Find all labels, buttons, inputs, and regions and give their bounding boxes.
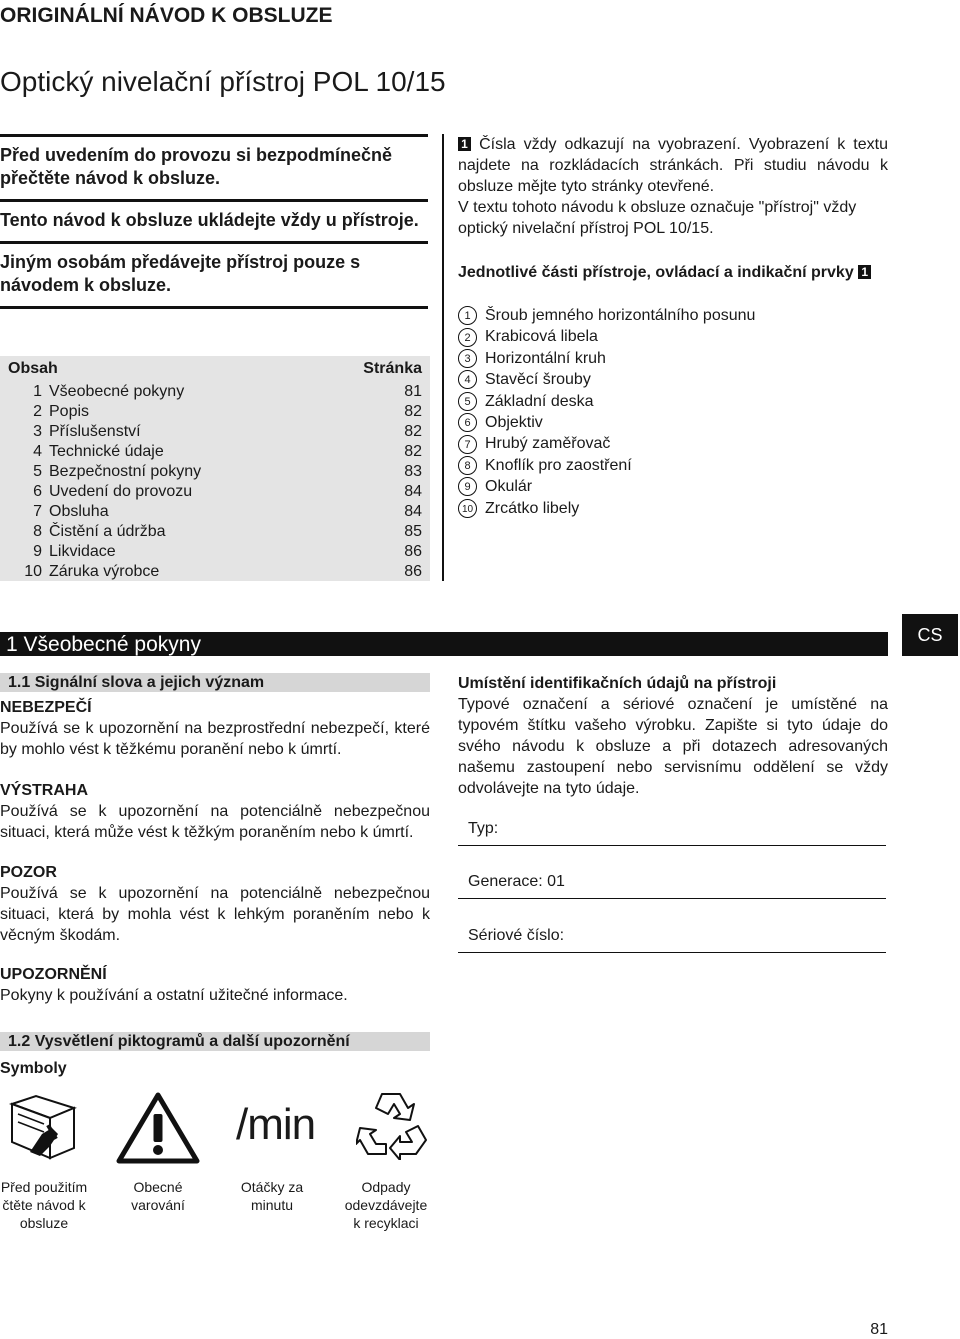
- warning-triangle-icon: [116, 1092, 200, 1164]
- caption-rpm: Otáčky za minutu: [240, 1179, 304, 1213]
- parts-heading: Jednotlivé části přístroje, ovládací a indikační prvky 1: [458, 262, 888, 283]
- list-item: 3 Horizontální kruh: [458, 348, 888, 369]
- caption-recycle: Odpady odevzdávejte k recyklaci: [344, 1179, 428, 1231]
- toc-row[interactable]: 6 Uvedení do provozu 84: [33, 483, 422, 500]
- subsection-heading-signal: 1.1 Signální slova a jejich význam: [0, 673, 430, 692]
- caption-read-manual: Před použitím čtěte návod k obsluze: [0, 1179, 88, 1231]
- parts-list: [458, 305, 888, 519]
- list-item: 10 Zrcátko libely: [458, 498, 888, 519]
- language-tab: CS: [902, 614, 958, 656]
- toc-row[interactable]: 10 Záruka výrobce 86: [24, 563, 422, 580]
- toc-row[interactable]: 2 Popis 82: [33, 403, 422, 420]
- toc-row[interactable]: 1 Všeobecné pokyny 81: [33, 383, 422, 400]
- list-item: 7 Hrubý zaměřovač: [458, 433, 888, 454]
- serial-number-field[interactable]: Sériové číslo:: [458, 927, 886, 953]
- generation-field[interactable]: Generace: 01: [458, 873, 886, 899]
- toc-title: Obsah: [8, 360, 58, 377]
- intro-device-note: V textu tohoto návodu k obsluze označuje "přístroj" vždy optický nivelační přístroj POL 10/15.: [458, 199, 857, 237]
- signal-warning: VÝSTRAHA Používá se k upozornění na potenciálně nebezpečnou situaci, která může vést k těžkým poraněním nebo k úmrtí.: [0, 782, 430, 841]
- type-field[interactable]: Typ:: [458, 820, 886, 846]
- signal-caution: POZOR Používá se k upozornění na potenciálně nebezpečnou situaci, která by mohla vést k lehkým poraněním nebo k věcným škodám.: [0, 864, 430, 944]
- figure-ref-badge: 1: [458, 137, 471, 151]
- table-of-contents: [0, 356, 430, 581]
- ident-text: Typové označení a sériové označení je umístěné na typovém štítku vašeho výrobku. Zapište si tyto údaje do svého návodu k obsluze a při dotazech adresovaných našemu zastoupení nebo servisnímu oddělení se vždy odvolávejte na tyto údaje.: [458, 696, 888, 797]
- page-title: Optický nivelační přístroj POL 10/15: [0, 66, 446, 97]
- list-item: 2 Krabicová libela: [458, 326, 888, 347]
- subsection-heading-pictograms: 1.2 Vysvětlení piktogramů a další upozornění: [0, 1032, 430, 1051]
- list-item: 8 Knoflík pro zaostření: [458, 455, 888, 476]
- recycle-icon: [356, 1088, 430, 1160]
- ident-heading: Umístění identifikačních údajů na přístroji: [458, 675, 777, 692]
- caption-general-warning: Obecné varování: [131, 1179, 185, 1213]
- toc-row[interactable]: 3 Příslušenství 82: [33, 423, 422, 440]
- signal-note: UPOZORNĚNÍ Pokyny k používání a ostatní užitečné informace.: [0, 966, 348, 1004]
- toc-row[interactable]: 8 Čistění a údržba 85: [33, 523, 422, 540]
- toc-row[interactable]: 5 Bezpečnostní pokyny 83: [33, 463, 422, 480]
- column-divider: [442, 134, 444, 581]
- section-title-bar: 1 Všeobecné pokyny: [0, 632, 888, 656]
- list-item: 9 Okulár: [458, 476, 888, 497]
- list-item: 4 Stavěcí šrouby: [458, 369, 888, 390]
- intro-text: 1 Čísla vždy odkazují na vyobrazení. Vyobrazení k textu najdete na rozkládacích stránkách. Při studiu návodu k obsluze mějte tyto stránky otevřené. V textu tohoto návodu k obsluze označuje "přístroj" vždy optický nivelační přístroj POL 10/15.: [458, 136, 888, 237]
- list-item: 1 Šroub jemného horizontálního posunu: [458, 305, 888, 326]
- list-item: 6 Objektiv: [458, 412, 888, 433]
- figure-ref-badge: 1: [858, 265, 871, 279]
- list-item: 5 Základní deska: [458, 391, 888, 412]
- symbols-label: Symboly: [0, 1060, 67, 1077]
- rpm-symbol: /min: [236, 1100, 316, 1149]
- page-number: 81: [870, 1321, 888, 1338]
- signal-danger: NEBEZPEČÍ Používá se k upozornění na bezprostřední nebezpečí, které by mohlo vést k těžkému poranění nebo k úmrtí.: [0, 699, 430, 758]
- toc-row[interactable]: 4 Technické údaje 82: [33, 443, 422, 460]
- warning-box: [0, 134, 428, 309]
- toc-page-header: Stránka: [363, 360, 422, 377]
- warning-read-manual: Před uvedením do provozu si bezpodmínečně přečtěte návod k obsluze.: [0, 145, 393, 188]
- warning-keep-manual: Tento návod k obsluze ukládejte vždy u přístroje.: [0, 210, 419, 230]
- toc-row[interactable]: 9 Likvidace 86: [33, 543, 422, 560]
- toc-row[interactable]: 7 Obsluha 84: [33, 503, 422, 520]
- document-header-label: ORIGINÁLNÍ NÁVOD K OBSLUZE: [0, 4, 333, 27]
- warning-pass-manual: Jiným osobám předávejte přístroj pouze s návodem k obsluze.: [0, 252, 361, 295]
- read-manual-icon: [6, 1090, 80, 1162]
